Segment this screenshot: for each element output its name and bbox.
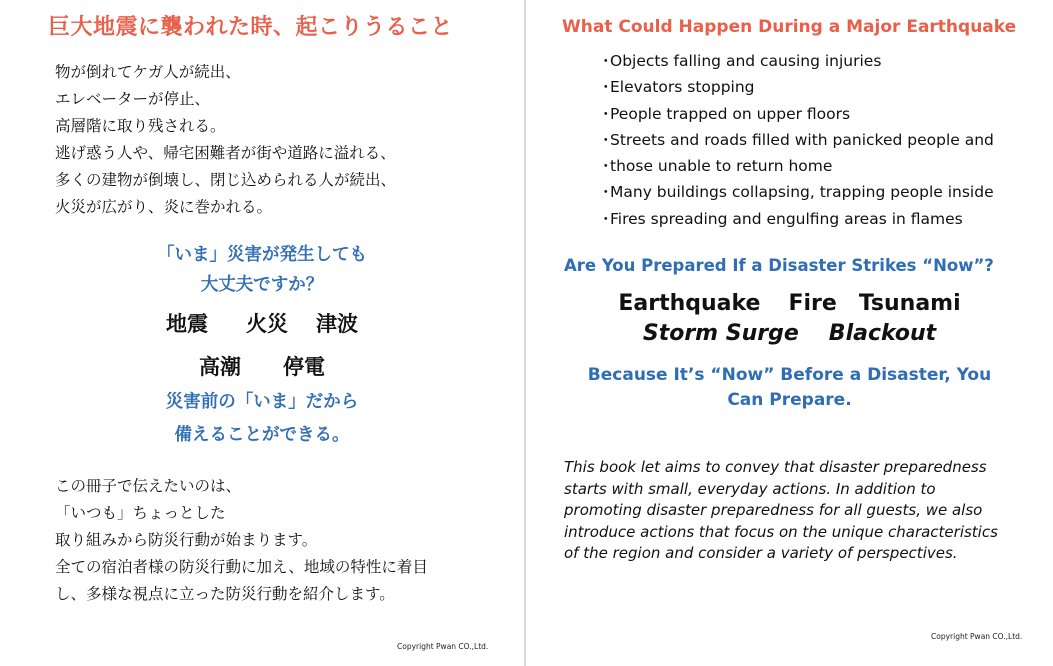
intro-line: 多くの建物が倒壊し、閉じ込められる人が続出、 bbox=[55, 171, 397, 189]
because-line-1: Because It’s “Now” Before a Disaster, You bbox=[587, 365, 992, 385]
copyright-right: Copyright Pwan CO.,Ltd. bbox=[931, 632, 1023, 641]
because-statement-en bbox=[526, 363, 1053, 413]
page-title-en: What Could Happen During a Major Earthquake bbox=[562, 17, 1017, 37]
closing-line: 取り組みから防災行動が始まります。 bbox=[55, 531, 318, 549]
prepare-line-1-jp: 災害前の「いま」だから bbox=[165, 392, 359, 412]
bullet-marker: ・ bbox=[598, 78, 614, 97]
left-page bbox=[0, 0, 524, 666]
disaster-storm-surge-jp: 高潮 bbox=[199, 355, 241, 379]
copyright-left: Copyright Pwan CO.,Ltd. bbox=[397, 642, 489, 651]
intro-paragraph-jp bbox=[55, 59, 396, 221]
list-item bbox=[598, 48, 994, 74]
closing-line: introduce actions that focus on the unique characteristics bbox=[564, 522, 998, 541]
bullet-marker: ・ bbox=[598, 52, 614, 70]
list-item-text: People trapped on upper floors bbox=[610, 104, 851, 123]
closing-line: starts with small, everyday actions. In addition to bbox=[564, 479, 936, 498]
list-item-text: Elevators stopping bbox=[610, 78, 755, 97]
list-item bbox=[598, 179, 994, 205]
prepare-line-2-jp: 備えることができる。 bbox=[174, 425, 350, 445]
closing-line: し、多様な視点に立った防災行動を紹介します。 bbox=[55, 585, 395, 603]
closing-line: This book let aims to convey that disaster preparedness bbox=[564, 458, 987, 476]
closing-line: 全ての宿泊者様の防災行動に加え、地域の特性に着目 bbox=[55, 558, 428, 576]
list-item bbox=[598, 206, 994, 232]
disaster-list-row-2-jp bbox=[0, 351, 524, 381]
intro-line: 高層階に取り残される。 bbox=[55, 117, 226, 135]
list-item-text: Streets and roads filled with panicked people and bbox=[610, 130, 994, 149]
disaster-fire-en: Fire bbox=[788, 291, 837, 316]
disaster-earthquake-jp: 地震 bbox=[166, 312, 208, 336]
bullet-marker: ・ bbox=[598, 130, 614, 149]
consequence-list-en bbox=[598, 48, 994, 232]
list-item-text: those unable to return home bbox=[610, 157, 833, 176]
prepared-question-en: Are You Prepared If a Disaster Strikes “Now”? bbox=[564, 256, 994, 275]
question-line-2-jp: 大丈夫ですか？ bbox=[200, 275, 324, 295]
list-item bbox=[598, 153, 994, 179]
bullet-marker: ・ bbox=[598, 209, 614, 228]
question-line-1-jp: 「いま」災害が発生しても bbox=[157, 245, 367, 265]
disaster-list-row-2-en bbox=[526, 321, 1053, 346]
list-item-text: Objects falling and causing injuries bbox=[610, 52, 882, 70]
list-item-text: Fires spreading and engulfing areas in flames bbox=[610, 209, 963, 228]
intro-line: 火災が広がり、炎に巻かれる。 bbox=[55, 198, 273, 216]
disaster-tsunami-jp: 津波 bbox=[316, 312, 358, 336]
right-page bbox=[526, 0, 1053, 666]
intro-line: エレベーターが停止、 bbox=[55, 90, 211, 108]
closing-line: 「いつも」ちょっとした bbox=[55, 504, 226, 522]
because-line-2: Can Prepare. bbox=[727, 390, 852, 410]
list-item bbox=[598, 74, 994, 100]
disaster-blackout-en: Blackout bbox=[828, 321, 937, 346]
bullet-marker: ・ bbox=[598, 183, 614, 202]
closing-paragraph-en bbox=[564, 457, 998, 565]
closing-line: promoting disaster preparedness for all guests, we also bbox=[564, 501, 983, 519]
disaster-earthquake-en: Earthquake bbox=[618, 291, 761, 316]
page-title-jp: 巨大地震に襲われた時、起こりうること bbox=[48, 15, 454, 40]
disaster-tsunami-en: Tsunami bbox=[858, 291, 961, 316]
intro-line: 物が倒れてケガ人が続出、 bbox=[55, 63, 241, 81]
disaster-list-row-1-en bbox=[526, 291, 1053, 316]
list-item-text: Many buildings collapsing, trapping people inside bbox=[610, 183, 994, 202]
disaster-blackout-jp: 停電 bbox=[283, 355, 325, 379]
disaster-list-row-1-jp bbox=[0, 308, 524, 338]
closing-paragraph-jp bbox=[55, 473, 428, 608]
disaster-storm-surge-en: Storm Surge bbox=[642, 321, 799, 346]
disaster-fire-jp: 火災 bbox=[246, 312, 288, 336]
list-item bbox=[598, 101, 994, 127]
closing-line: この冊子で伝えたいのは、 bbox=[55, 477, 242, 495]
bullet-marker: ・ bbox=[598, 104, 614, 123]
bullet-marker: ・ bbox=[598, 157, 614, 176]
intro-line: 逃げ惑う人や、帰宅困難者が街や道路に溢れる、 bbox=[55, 144, 396, 162]
list-item bbox=[598, 127, 994, 153]
closing-line: of the region and consider a variety of perspectives. bbox=[564, 544, 958, 562]
